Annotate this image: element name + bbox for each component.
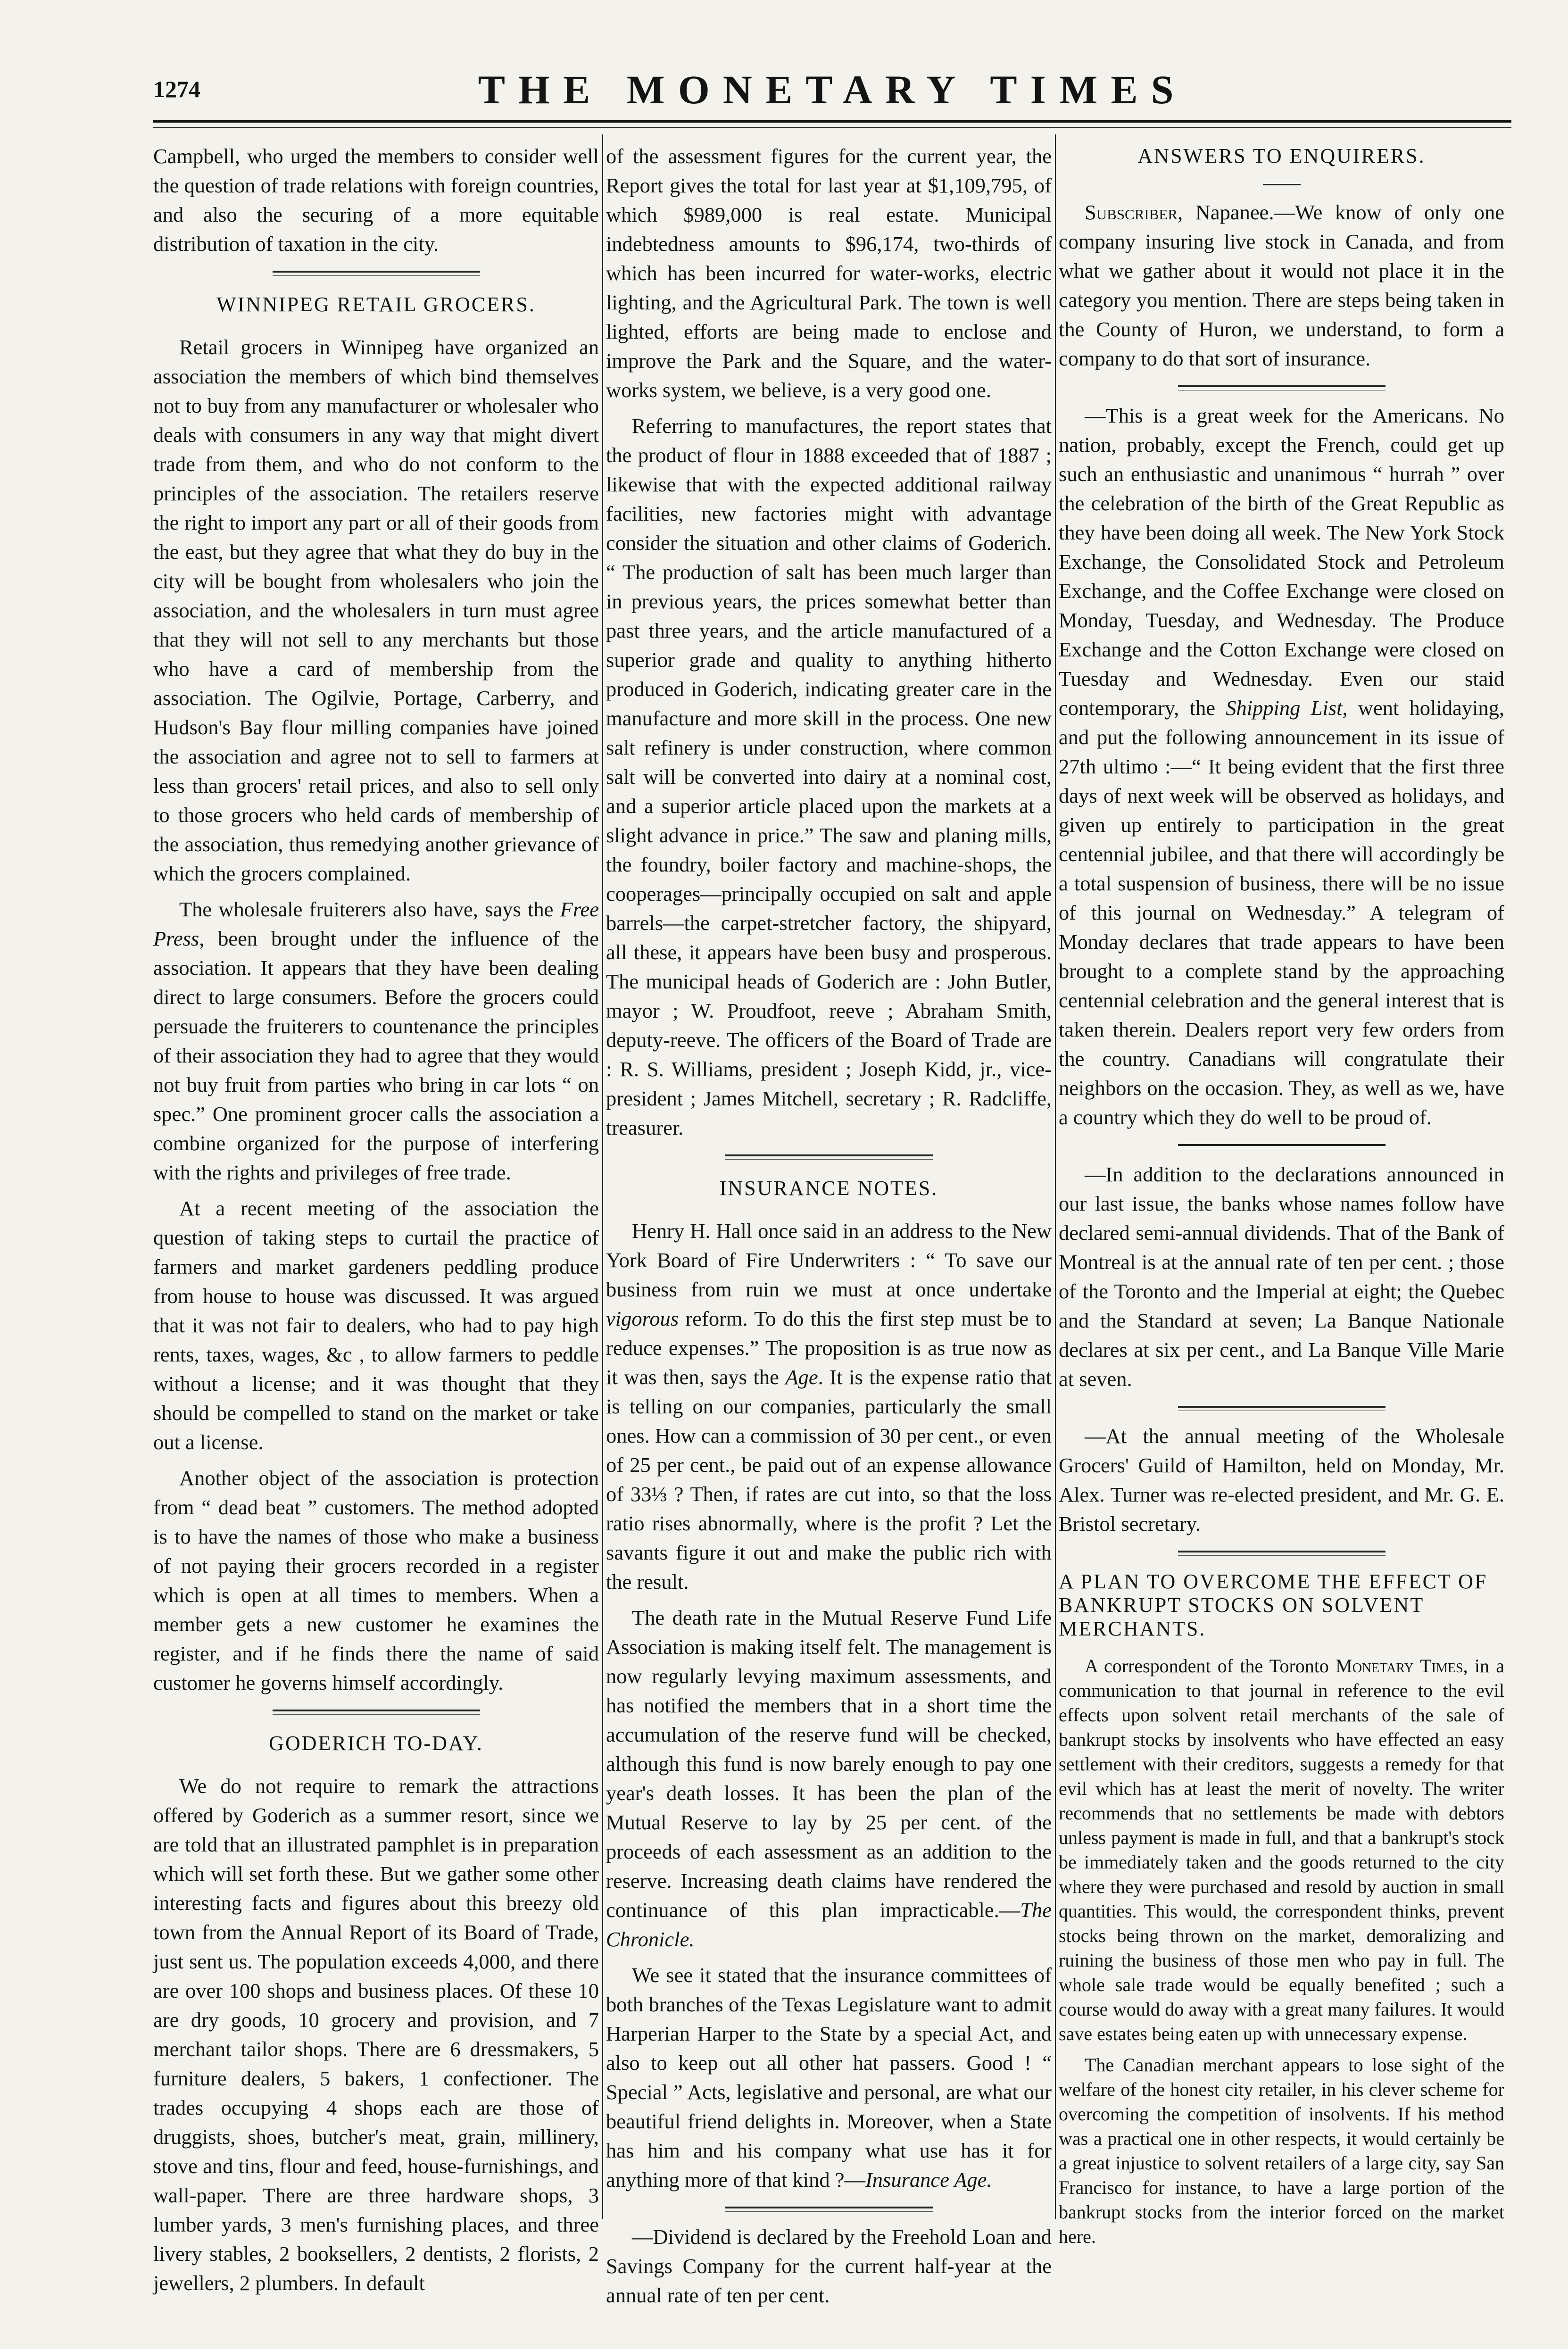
header-rule	[153, 120, 1511, 128]
section-heading: INSURANCE NOTES.	[719, 1177, 938, 1200]
paragraph: At a recent meeting of the association the question of taking steps to curtail the practice of farmers and market gardeners peddling produce from house to house was discussed. It was argued that it was not fair to dealers, who had to pay high rents, taxes, wages, &c , to allow farmers to peddle without a license; and it was thought that they should be compelled to stand on the market or take out a license.	[153, 1196, 599, 1454]
paragraph: Retail grocers in Winnipeg have organized an association the members of which bind themselves not to buy from any manufacturer or wholesaler who deals with consumers in any way that might divert trade from them, and who do not conform to the principles of the association. The retailers reserve the right to import any part or all of their goods from the east, but they agree that what they do buy in the city will be bought from wholesalers who join the association, and the wholesalers in turn must agree that they will not sell to any merchants but those who have a card of membership from the association. The Ogilvie, Portage, Carberry, and Hudson's Bay flour milling companies have joined the association and agree not to sell to farmers at less than grocers' retail prices, and also to sell only to those grocers who held cards of membership of the association, thus remedying another grievance of which the grocers complained.	[153, 335, 599, 885]
column-1	[153, 141, 599, 2304]
section-heading: WINNIPEG RETAIL GROCERS.	[216, 293, 536, 316]
column-divider	[1055, 134, 1056, 2219]
section-rule	[1178, 1551, 1385, 1556]
paragraph: Another object of the association is protection from “ dead beat ” customers. The method adopted is to have the names of those who make a business of not paying their grocers recorded in a register which is open at all times to members. When a member gets a new customer he examines the register, and if he finds there the name of said customer he governs himself accordingly.	[153, 1466, 599, 1694]
column-3	[1059, 141, 1504, 2256]
section-heading: ANSWERS TO ENQUIRERS.	[1137, 144, 1426, 167]
section-rule	[1178, 1144, 1385, 1149]
paragraph: Campbell, who urged the members to consider well the question of trade relations with foreign countries, and also the securing of a more equitable distribution of taxation in the city.	[153, 144, 599, 256]
paragraph: The wholesale fruiterers also have, says the Free Press, been brought under the influence of the association. It appears that they have been dealing direct to large consumers. Before the grocers could persuade the fruiterers to countenance the principles of their association they had to agree that they would not buy fruit from parties who bring in car lots “ on spec.” One prominent grocer calls the association a combine organized for the purpose of interfering with the rights and privileges of free trade.	[153, 897, 599, 1184]
paragraph: A correspondent of the Toronto Monetary Times, in a communication to that journal in reference to the evil effects upon solvent retail merchants of the sale of bankrupt stocks by insolvents who have effected an easy settlement with their creditors, suggests a remedy for that evil which has at least the merit of novelty. The writer recommends that no settlements be made with debtors unless payment is made in full, and that a bankrupt's stock be immediately taken and the goods returned to the city where they were purchased and resold by auction in small quantities. This would, the correspondent thinks, prevent stocks being thrown on the market, demoralizing and ruining the business of those men who pay in full. The whole sale trade would be equally benefited ; such a course would do away with a great many failures. It would save estates being eaten up with unnecessary expense.	[1059, 1655, 1504, 2044]
section-rule	[273, 271, 480, 276]
section-rule	[725, 1154, 933, 1160]
page-header	[153, 66, 1511, 118]
column-2	[606, 141, 1052, 2316]
column-divider	[602, 134, 603, 2219]
paragraph: —Dividend is declared by the Freehold Loan and Savings Company for the current half-year at the annual rate of ten per cent.	[606, 2225, 1052, 2307]
paragraph: The Canadian merchant appears to lose sight of the welfare of the honest city retailer, in his clever scheme for overcoming the competition of insolvents. If his method was a practical one in other respects, it would certainly be a great injustice to solvent retailers of a large city, say San Francisco for instance, to have a large portion of the bankrupt stocks from the interior forced on the market here.	[1059, 2054, 1504, 2247]
paragraph: of the assessment figures for the current year, the Report gives the total for last year at $1,109,795, of which $989,000 is real estate. Municipal indebtedness amounts to $96,174, two-thirds of which has been incurred for water-works, electric lighting, and the Agricultural Park. The town is well lighted, efforts are being made to enclose and improve the Park and the Square, and the water-works system, we believe, is a very good one.	[606, 144, 1052, 402]
section-heading: GODERICH TO-DAY.	[269, 1732, 483, 1755]
paragraph: We see it stated that the insurance committees of both branches of the Texas Legislature want to admit Harperian Harper to the State by a special Act, and also to keep out all other hat passers. Good ! “ Special ” Acts, legislative and personal, are what our beautiful friend delights in. Moreover, when a State has him and his company what use has it for anything more of that kind ?—Insurance Age.	[606, 1963, 1052, 2191]
masthead-title: THE MONETARY TIMES	[478, 67, 1187, 112]
paragraph: —At the annual meeting of the Wholesale Grocers' Guild of Hamilton, held on Monday, Mr. Alex. Turner was re-elected president, and Mr. G. E. Bristol secretary.	[1059, 1424, 1504, 1536]
paragraph: Subscriber, Napanee.—We know of only one company insuring live stock in Canada, and from what we gather about it would not place it in the category you mention. There are steps being taken in the County of Huron, we understand, to form a company to do that sort of insurance.	[1059, 200, 1504, 370]
page-number: 1274	[153, 76, 200, 102]
section-rule	[273, 1710, 480, 1715]
section-rule	[1178, 385, 1385, 390]
paragraph: —This is a great week for the Americans. No nation, probably, except the French, could get up such an enthusiastic and unanimous “ hurrah ” over the celebration of the birth of the Great Republic as they have been doing all week. The New York Stock Exchange, the Consolidated Stock and Petroleum Exchange, and the Coffee Exchange were closed on Monday, Tuesday, and Wednesday. The Produce Exchange and the Cotton Exchange were closed on Tuesday and Wednesday. Even our staid contemporary, the Shipping List, went holidaying, and put the following announcement in its issue of 27th ultimo :—“ It being evident that the first three days of next week will be observed as holidays, and given up entirely to participation in the great centennial jubilee, and that there will accordingly be a total suspension of business, there will be no issue of this journal on Wednesday.” A telegram of Monday declares that trade appears to have been brought to a complete stand by the approaching centennial celebration and the general interest that is taken therein. Dealers report very few orders from the country. Canadians will congratulate their neighbors on the occasion. They, as well as we, have a country which they do well to be proud of.	[1059, 404, 1505, 1129]
paragraph: —In addition to the declarations announced in our last issue, the banks whose names follow have declared semi-annual dividends. That of the Bank of Montreal is at the annual rate of ten per cent. ; those of the Toronto and the Imperial at eight; the Quebec and the Standard at seven; La Banque Nationale declares at six per cent., and La Banque Ville Marie at seven.	[1059, 1162, 1504, 1391]
section-rule	[725, 2207, 933, 2212]
paragraph: Henry H. Hall once said in an address to the New York Board of Fire Underwriters : “ To save our business from ruin we must at once undertake vigorous reform. To do this the first step must be to reduce expenses.” The proposition is as true now as it was then, says the Age. It is the expense ratio that is telling on our companies, particularly the small ones. How can a commission of 30 per cent., or even of 25 per cent., be paid out of an expense allowance of 33⅓ ? Then, if rates are cut into, so that the loss ratio rises abnormally, where is the profit ? Let the savants figure it out and make the public rich with the result.	[606, 1219, 1052, 1594]
section-heading: A PLAN TO OVERCOME THE EFFECT OF BANKRUPT STOCKS ON SOLVENT MERCHANTS.	[1059, 1570, 1488, 1640]
paragraph: Referring to manufactures, the report states that the product of flour in 1888 exceeded that of 1887 ; likewise that with the expected additional railway facilities, new factories might with advantage consider the situation and other claims of Goderich. “ The production of salt has been much larger than in previous years, the prices somewhat better than past three years, and the article manufactured of a superior grade and quality to anything hitherto produced in Goderich, indicating greater care in the manufacture and more skill in the process. One new salt refinery is under construction, where common salt will be converted into dairy at a nominal cost, and a superior article placed upon the markets at a slight advance in price.” The saw and planing mills, the foundry, boiler factory and machine-shops, the cooperages—principally occupied on salt and apple barrels—the carpet-stretcher factory, the shipyard, all these, it appears have been busy and prosperous. The municipal heads of Goderich are : John Butler, mayor ; W. Proudfoot, reeve ; Abraham Smith, deputy-reeve. The officers of the Board of Trade are : R. S. Williams, president ; Joseph Kidd, jr., vice-president ; James Mitchell, secretary ; R. Radcliffe, treasurer.	[606, 414, 1052, 1139]
paragraph: We do not require to remark the attractions offered by Goderich as a summer resort, since we are told that an illustrated pamphlet is in preparation which will set forth these. But we gather some other interesting facts and figures about this breezy old town from the Annual Report of its Board of Trade, just sent us. The population exceeds 4,000, and there are over 100 shops and business places. Of these 10 are dry goods, 10 grocery and provision, and 7 merchant tailor shops. There are 6 dressmakers, 5 furniture dealers, 5 bakers, 1 confectioner. The trades occupying 4 shops each are those of druggists, shoes, butcher's meat, grain, millinery, stove and tins, flour and feed, house-furnishings, and wall-paper. There are three hardware shops, 3 lumber yards, 3 men's furnishing places, and three livery stables, 2 booksellers, 2 dentists, 2 florists, 2 jewellers, 2 plumbers. In default	[153, 1774, 599, 2295]
section-rule	[1178, 1406, 1385, 1411]
paragraph: The death rate in the Mutual Reserve Fund Life Association is making itself felt. The management is now regularly levying maximum assessments, and has notified the members that in a short time the accumulation of the reserve fund will be checked, although this fund is now barely enough to pay one year's death losses. It has been the plan of the Mutual Reserve to lay by 25 per cent. of the proceeds of each assessment as an addition to the reserve. Increasing death claims have rendered the continuance of this plan impracticable.—The Chronicle.	[606, 1606, 1052, 1951]
heading-dash	[1263, 184, 1301, 185]
